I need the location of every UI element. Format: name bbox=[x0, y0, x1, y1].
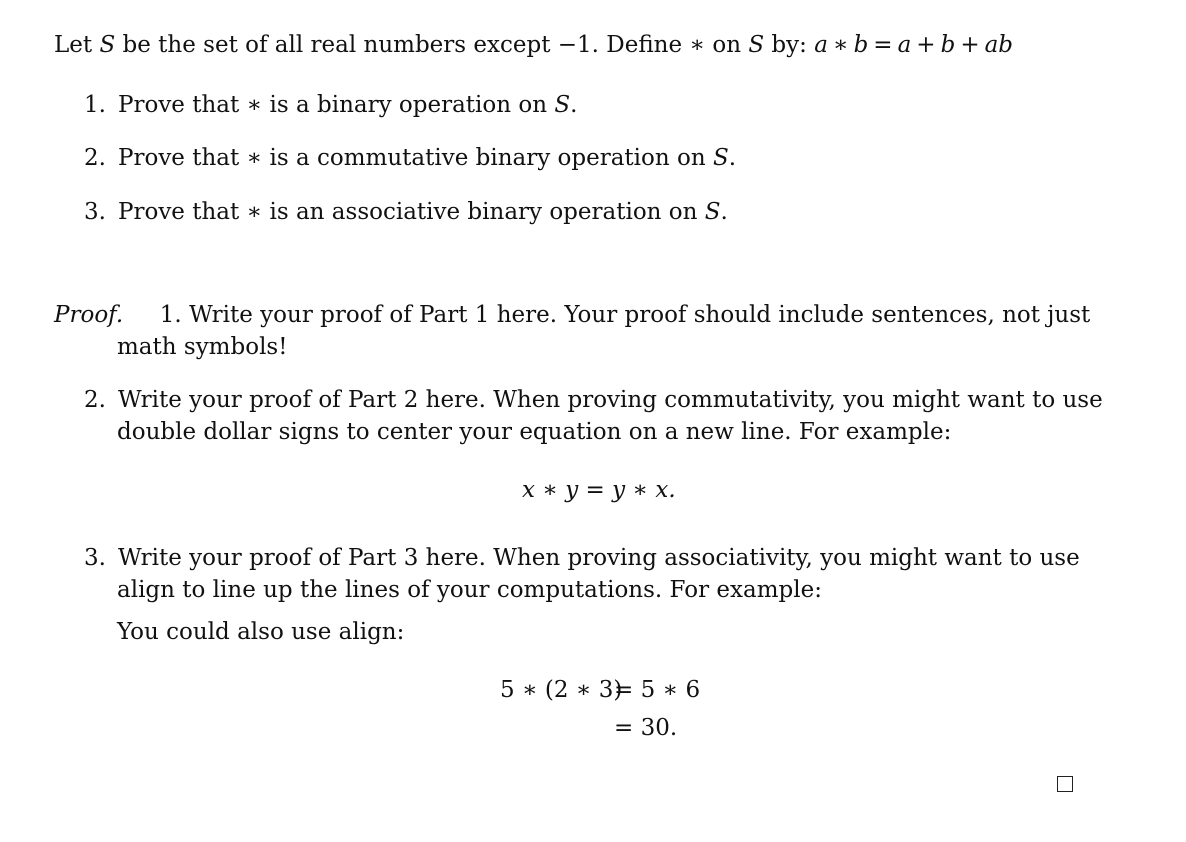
proof-part-2-line2: double dollar signs to center your equation on a new line. For example: bbox=[117, 419, 952, 445]
proof-label: Proof. bbox=[54, 302, 124, 328]
align-line-2-rhs: = 30. bbox=[614, 715, 678, 741]
proof-part-3-line2: align to line up the lines of your computations. For example: bbox=[117, 577, 822, 603]
problem-intro bbox=[54, 29, 1013, 61]
problem-item-3 bbox=[84, 196, 728, 228]
proof-part-1-number: 1. bbox=[159, 302, 182, 328]
proof-part-1-line1: Write your proof of Part 1 here. Your proof should include sentences, not just bbox=[189, 302, 1091, 328]
proof-part-3-line3: You could also use align: bbox=[117, 619, 405, 645]
problem-item-3-number: 3. bbox=[84, 199, 106, 225]
problem-item-2 bbox=[84, 142, 736, 174]
commutativity-equation-text: x ∗ y = y ∗ x. bbox=[522, 477, 676, 503]
commutativity-equation bbox=[522, 474, 676, 506]
align-line-1-rhs: = 5 ∗ 6 bbox=[614, 677, 701, 703]
proof-part-3 bbox=[84, 542, 1080, 574]
proof-part-2 bbox=[84, 384, 1103, 416]
proof-part-1-line2: math symbols! bbox=[117, 334, 288, 360]
proof-part-3-line1: Write your proof of Part 3 here. When proving associativity, you might want to use bbox=[118, 545, 1080, 571]
proof-part-3-number: 3. bbox=[84, 545, 106, 571]
problem-item-1 bbox=[84, 89, 577, 121]
problem-item-1-text: Prove that ∗ is a binary operation on S. bbox=[118, 92, 578, 118]
proof-part-2-line1: Write your proof of Part 2 here. When proving commutativity, you might want to use bbox=[118, 387, 1103, 413]
problem-item-3-text: Prove that ∗ is an associative binary operation on S. bbox=[118, 199, 728, 225]
problem-item-1-number: 1. bbox=[84, 92, 106, 118]
problem-item-2-number: 2. bbox=[84, 145, 106, 171]
problem-item-2-text: Prove that ∗ is a commutative binary operation on S. bbox=[118, 145, 737, 171]
align-line-1-lhs: 5 ∗ (2 ∗ 3) bbox=[500, 677, 623, 703]
proof-part-1 bbox=[54, 299, 1090, 331]
proof-part-2-number: 2. bbox=[84, 387, 106, 413]
qed-symbol-icon bbox=[1057, 776, 1073, 792]
problem-intro-text: Let S be the set of all real numbers except −1. Define ∗ on S by: a ∗ b = a + b + ab bbox=[54, 32, 1014, 58]
